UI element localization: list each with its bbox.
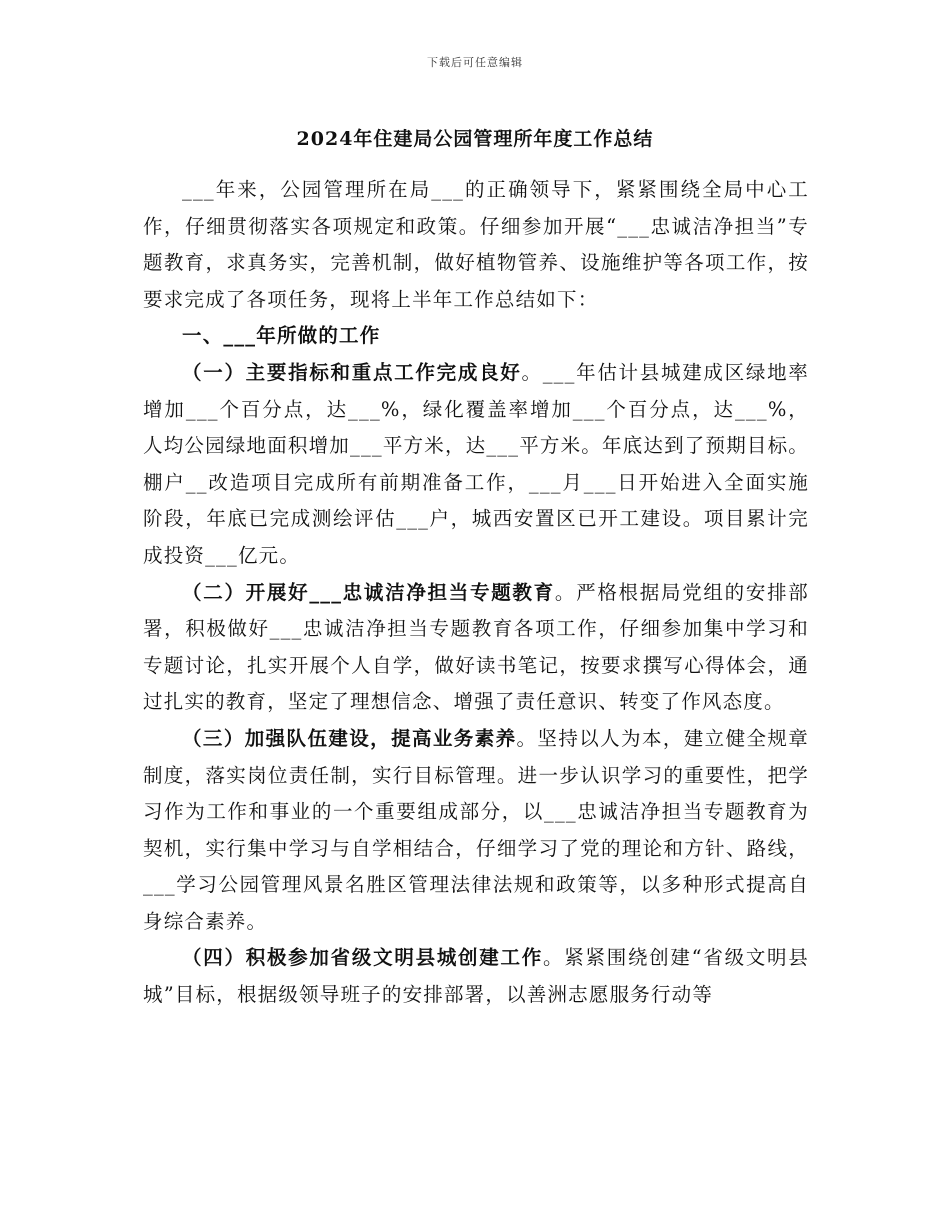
paragraph-text: 。严格根据局党组的安排部署，积极做好___忠诚洁净担当专题教育各项工作，仔细参加集中学习和专题讨论，扎实开展个人自学，做好读书笔记，按要求撰写心得体会，通过扎实的教育，坚定了理想信念、增强了责任意识、转变了作风态度。 bbox=[143, 580, 809, 714]
document-title: 2024年住建局公园管理所年度工作总结 bbox=[296, 128, 654, 150]
paragraph-text: 。紧紧围绕创建“省级文明县城”目标，根据级领导班子的安排部署，以善洲志愿服务行动等 bbox=[143, 946, 809, 1007]
paragraph-text: 。___年估计县城建成区绿地率增加___个百分点，达___%，绿化覆盖率增加___个百分点，达___%，人均公园绿地面积增加___平方米，达___平方米。年底达到了预期目标。棚户__改造项目完成所有前期准备工作，___月___日开始进入全面实施阶段，年底已完成测绘评估___户，城西安置区已开工建设。项目累计完成投资___亿元。 bbox=[143, 360, 810, 567]
paragraph-3 bbox=[143, 721, 809, 941]
document-body bbox=[143, 172, 809, 1014]
paragraph-lead: （三）加强队伍建设，提高业务素养 bbox=[182, 726, 517, 750]
paragraph-lead: （四）积极参加省级文明县城创建工作 bbox=[182, 946, 543, 970]
section-heading: 一、___年所做的工作 bbox=[182, 324, 381, 348]
paragraph-2 bbox=[143, 575, 809, 721]
paragraph-lead: （二）开展好___忠诚洁净担当专题教育 bbox=[182, 580, 555, 604]
paragraph-4 bbox=[143, 940, 809, 1013]
intro-paragraph: ___年来，公园管理所在局___的正确领导下，紧紧围绕全局中心工作，仔细贯彻落实各项规定和政策。仔细参加开展“___忠诚洁净担当”专题教育，求真务实，完善机制，做好植物管养、设施维护等各项工作，按要求完成了各项任务，现将上半年工作总结如下： bbox=[143, 178, 809, 311]
paragraph-1 bbox=[143, 355, 809, 575]
header-note: 下载后可任意编辑 bbox=[427, 56, 523, 69]
paragraph-lead: （一）主要指标和重点工作完成良好 bbox=[182, 360, 522, 384]
paragraph-text: 。坚持以人为本，建立健全规章制度，落实岗位责任制，实行目标管理。进一步认识学习的重要性，把学习作为工作和事业的一个重要组成部分，以___忠诚洁净担当专题教育为契机，实行集中学习与自学相结合，仔细学习了党的理论和方针、路线，___学习公园管理风景名胜区管理法律法规和政策等，以多种形式提高自身综合素养。 bbox=[143, 726, 809, 933]
